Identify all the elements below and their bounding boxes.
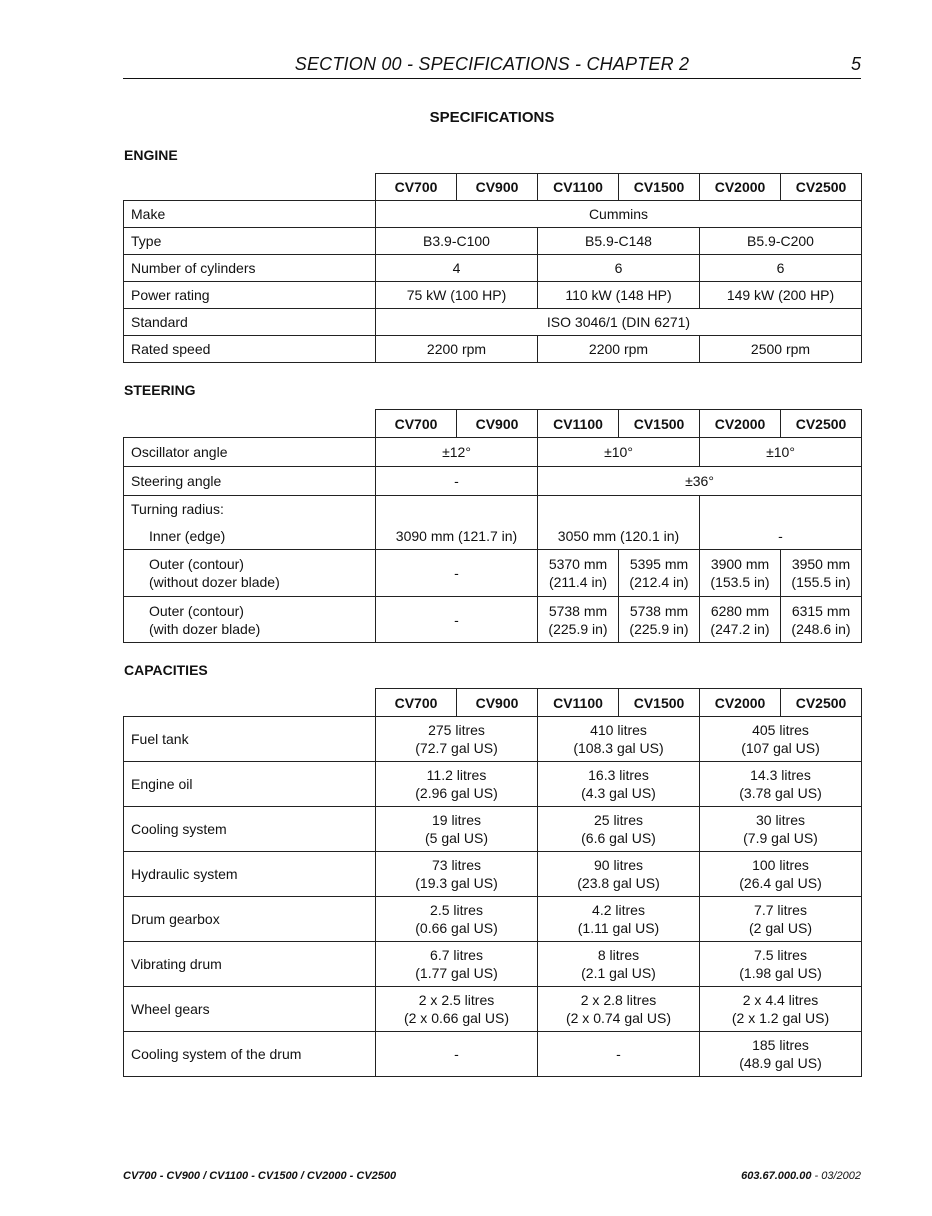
label-line: Outer (contour): [149, 602, 244, 619]
cell-blank: [376, 496, 538, 523]
steering-heading: STEERING: [124, 382, 196, 398]
cell-value: 75 kW (100 HP): [376, 282, 538, 309]
footer-models: CV700 - CV900 / CV1100 - CV1500 / CV2000 - CV2500: [123, 1170, 397, 1182]
doc-title: SPECIFICATIONS: [429, 109, 555, 126]
cell-blank: [538, 496, 700, 523]
table-row: [124, 282, 862, 309]
cell-value: ±12°: [376, 438, 538, 467]
footer-code: 603.67.000.00: [741, 1170, 812, 1182]
cell-value: ±10°: [538, 438, 700, 467]
model-header: CV1500: [619, 689, 700, 717]
model-header: CV2000: [700, 689, 781, 717]
model-header: CV1100: [538, 174, 619, 201]
cell-value: 2200 rpm: [538, 336, 700, 363]
model-header: CV1500: [619, 410, 700, 438]
cell-value: -: [376, 1032, 538, 1077]
row-label: Vibrating drum: [124, 942, 376, 987]
cell-value: 14.3 litres (3.78 gal US): [700, 762, 862, 807]
cell-value: 7.5 litres (1.98 gal US): [700, 942, 862, 987]
table-row: [124, 496, 862, 523]
row-label: Make: [124, 201, 376, 228]
table-row: [124, 336, 862, 363]
model-header: CV900: [457, 174, 538, 201]
cell-value: ISO 3046/1 (DIN 6271): [376, 309, 862, 336]
model-header: CV900: [457, 689, 538, 717]
row-label: [124, 550, 376, 597]
cell-value: 5395 mm (212.4 in): [619, 550, 700, 597]
table-row: [124, 987, 862, 1032]
row-label: [124, 597, 376, 643]
row-label: Turning radius:: [124, 496, 376, 523]
cell-value: 2 x 4.4 litres (2 x 1.2 gal US): [700, 987, 862, 1032]
cell-value: 3900 mm (153.5 in): [700, 550, 781, 597]
model-header: CV2000: [700, 410, 781, 438]
table-row: [124, 807, 862, 852]
row-label: Number of cylinders: [124, 255, 376, 282]
cell-value: Cummins: [376, 201, 862, 228]
cell-value: -: [376, 550, 538, 597]
table-row: [124, 717, 862, 762]
cell-value: 19 litres (5 gal US): [376, 807, 538, 852]
cell-value: 3090 mm (121.7 in): [376, 523, 538, 550]
table-row: [124, 438, 862, 467]
cell-value: -: [376, 597, 538, 643]
cell-value: -: [538, 1032, 700, 1077]
cell-value: 110 kW (148 HP): [538, 282, 700, 309]
engine-heading: ENGINE: [124, 147, 178, 163]
cell-value: 4.2 litres (1.11 gal US): [538, 897, 700, 942]
model-header: CV700: [376, 689, 457, 717]
cell-value: 6315 mm (248.6 in): [781, 597, 862, 643]
model-header: CV2500: [781, 410, 862, 438]
label-line: Outer (contour): [149, 556, 244, 572]
table-row: [124, 523, 862, 550]
cell-value: 25 litres (6.6 gal US): [538, 807, 700, 852]
row-label: Cooling system of the drum: [124, 1032, 376, 1077]
table-row: [124, 467, 862, 496]
capacities-table: [123, 688, 862, 1077]
table-row: [124, 852, 862, 897]
cell-value: 8 litres (2.1 gal US): [538, 942, 700, 987]
cell-value: 2 x 2.5 litres (2 x 0.66 gal US): [376, 987, 538, 1032]
row-label: Rated speed: [124, 336, 376, 363]
cell-value: 6280 mm (247.2 in): [700, 597, 781, 643]
row-label: Drum gearbox: [124, 897, 376, 942]
label-line: (without dozer blade): [149, 574, 280, 590]
table-row: [124, 597, 862, 643]
cell-value: 7.7 litres (2 gal US): [700, 897, 862, 942]
cell-value: 149 kW (200 HP): [700, 282, 862, 309]
row-label: Steering angle: [124, 467, 376, 496]
cell-value: 90 litres (23.8 gal US): [538, 852, 700, 897]
row-label: Oscillator angle: [124, 438, 376, 467]
cell-value: 5738 mm (225.9 in): [619, 597, 700, 643]
cell-value: B5.9-C200: [700, 228, 862, 255]
table-row: [124, 1032, 862, 1077]
model-header: CV1100: [538, 689, 619, 717]
row-label: Engine oil: [124, 762, 376, 807]
cell-value: 11.2 litres (2.96 gal US): [376, 762, 538, 807]
table-row: [124, 897, 862, 942]
row-label: Wheel gears: [124, 987, 376, 1032]
model-header: CV700: [376, 174, 457, 201]
cell-value: 3050 mm (120.1 in): [538, 523, 700, 550]
header-blank-cell: [124, 410, 376, 438]
header-blank-cell: [124, 689, 376, 717]
cell-value: 3950 mm (155.5 in): [781, 550, 862, 597]
row-label: Power rating: [124, 282, 376, 309]
row-label: Type: [124, 228, 376, 255]
cell-value: 6: [538, 255, 700, 282]
label-line: (with dozer blade): [149, 620, 261, 637]
cell-value: 16.3 litres (4.3 gal US): [538, 762, 700, 807]
cell-value: B5.9-C148: [538, 228, 700, 255]
row-label: Standard: [124, 309, 376, 336]
table-row: [124, 762, 862, 807]
cell-value: 2500 rpm: [700, 336, 862, 363]
cell-value: 6: [700, 255, 862, 282]
row-label: Inner (edge): [124, 523, 376, 550]
cell-value: B3.9-C100: [376, 228, 538, 255]
cell-value: 185 litres (48.9 gal US): [700, 1032, 862, 1077]
table-row: [124, 309, 862, 336]
cell-value: 5738 mm (225.9 in): [538, 597, 619, 643]
footer-reference: [741, 1170, 861, 1182]
capacities-heading: CAPACITIES: [124, 662, 208, 678]
cell-value: ±10°: [700, 438, 862, 467]
model-header: CV900: [457, 410, 538, 438]
cell-value: 4: [376, 255, 538, 282]
row-label: Hydraulic system: [124, 852, 376, 897]
row-label: Fuel tank: [124, 717, 376, 762]
cell-value: 2200 rpm: [376, 336, 538, 363]
table-row: [124, 255, 862, 282]
table-row: [124, 228, 862, 255]
cell-value: ±36°: [538, 467, 862, 496]
steering-table: [123, 409, 862, 643]
cell-value: 5370 mm (211.4 in): [538, 550, 619, 597]
section-title: SECTION 00 - SPECIFICATIONS - CHAPTER 2: [294, 54, 690, 74]
cell-value: 6.7 litres (1.77 gal US): [376, 942, 538, 987]
cell-value: 405 litres (107 gal US): [700, 717, 862, 762]
cell-value: 410 litres (108.3 gal US): [538, 717, 700, 762]
model-header: CV1100: [538, 410, 619, 438]
model-header: CV2500: [781, 174, 862, 201]
page-header: [123, 52, 861, 79]
table-row: [124, 550, 862, 597]
table-row: [124, 942, 862, 987]
header-blank-cell: [124, 174, 376, 201]
model-header: CV700: [376, 410, 457, 438]
model-header: CV2000: [700, 174, 781, 201]
table-row: [124, 201, 862, 228]
model-header: CV1500: [619, 174, 700, 201]
cell-value: 2 x 2.8 litres (2 x 0.74 gal US): [538, 987, 700, 1032]
cell-value: 275 litres (72.7 gal US): [376, 717, 538, 762]
page-number: 5: [850, 54, 861, 74]
cell-value: -: [700, 523, 862, 550]
cell-blank: [700, 496, 862, 523]
engine-table: [123, 173, 862, 363]
capacities-body: [124, 717, 862, 1077]
row-label: Cooling system: [124, 807, 376, 852]
footer-date: - 03/2002: [811, 1170, 861, 1182]
cell-value: 73 litres (19.3 gal US): [376, 852, 538, 897]
cell-value: 30 litres (7.9 gal US): [700, 807, 862, 852]
model-header: CV2500: [781, 689, 862, 717]
cell-value: 100 litres (26.4 gal US): [700, 852, 862, 897]
cell-value: -: [376, 467, 538, 496]
cell-value: 2.5 litres (0.66 gal US): [376, 897, 538, 942]
